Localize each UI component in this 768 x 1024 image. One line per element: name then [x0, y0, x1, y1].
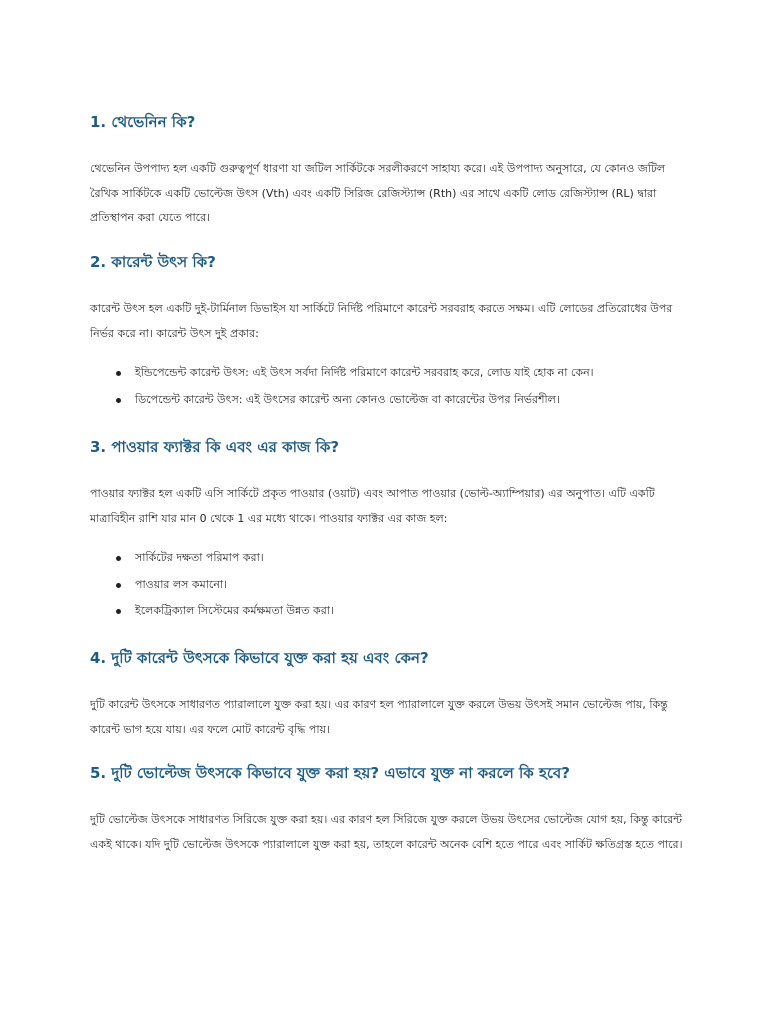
bullet-icon [116, 609, 121, 614]
section-2 [90, 252, 680, 413]
paragraph-line: দুটি কারেন্ট উৎসকে সাধারণত প্যারালালে যুক্ত করা হয়। এর কারণ হল প্যারালালে যুক্ত করলে উভয় উৎসই সমান ভোল্টেজ পায়, কিন্তু [90, 698, 668, 711]
list-item: ইলেকট্রিক্যাল সিস্টেমের কর্মক্ষমতা উন্নত করা। [90, 598, 680, 625]
section-paragraph [90, 482, 680, 531]
paragraph-line: প্রতিস্থাপন করা যেতে পারে। [90, 211, 211, 224]
section-3 [90, 437, 680, 625]
paragraph-line: একই থাকে। যদি দুটি ভোল্টেজ উৎসকে প্যারালালে যুক্ত করা হয়, তাহলে কারেন্ট অনেক বেশি হতে পারে এবং সার্কিট ক্ষতিগ্রস্ত হতে পারে। [90, 837, 683, 851]
paragraph-line: থেভেনিন উপপাদ্য হল একটি গুরুত্বপূর্ণ ধারণা যা জটিল সার্কিটকে সরলীকরণে সাহায্য করে। এই উপপাদ্য অনুসারে, যে কোনও জটিল [90, 162, 666, 175]
paragraph-line: পাওয়ার ফ্যাক্টর হল একটি এসি সার্কিটে প্রকৃত পাওয়ার (ওয়াট) এবং আপাত পাওয়ার (ভোল্ট-অ্যাম্পিয়ার) এর অনুপাত। এটি একটি [90, 487, 655, 500]
list-item: ডিপেন্ডেন্ট কারেন্ট উৎস: এই উৎসের কারেন্ট অন্য কোনও ভোল্টেজ বা কারেন্টের উপর নির্ভরশীল। [90, 387, 680, 414]
section-heading: 2. কারেন্ট উৎস কি? [90, 253, 216, 271]
paragraph-line: নির্ভর করে না। কারেন্ট উৎস দুই প্রকার: [90, 326, 259, 340]
section-paragraph [90, 808, 683, 857]
paragraph-line: মাত্রাবিহীন রাশি যার মান 0 থেকে 1 এর মধ্যে থাকে। পাওয়ার ফ্যাক্টর এর কাজ হল: [90, 511, 448, 525]
paragraph-line: রৈখিক সার্কিটকে একটি ভোল্টেজ উৎস (Vth) এবং একটি সিরিজ রেজিস্ট্যান্স (Rth) এর সাথে একটি লোড রেজিস্ট্যান্স (RL) দ্বারা [90, 186, 657, 200]
section-heading: 1. থেভেনিন কি? [90, 113, 196, 131]
section-paragraph [90, 693, 680, 742]
paragraph-line: কারেন্ট উৎস হল একটি দুই-টার্মিনাল ডিভাইস যা সার্কিটে নির্দিষ্ট পরিমাণে কারেন্ট সরবরাহ করতে সক্ষম। এটি লোডের প্রতিরোধের উপর [90, 302, 673, 315]
list-item: পাওয়ার লস কমানো। [90, 572, 680, 599]
section-1 [90, 112, 680, 231]
bullet-list [90, 545, 680, 625]
section-heading: 5. দুটি ভোল্টেজ উৎসকে কিভাবে যুক্ত করা হয়? এভাবে যুক্ত না করলে কি হবে? [90, 764, 570, 782]
paragraph-line: দুটি ভোল্টেজ উৎসকে সাধারণত সিরিজে যুক্ত করা হয়। এর কারণ হল সিরিজে যুক্ত করলে উভয় উৎসের ভোল্টেজ যোগ হয়, কিন্তু কারেন্ট [90, 813, 683, 826]
list-item: ইন্ডিপেন্ডেন্ট কারেন্ট উৎস: এই উৎস সর্বদা নির্দিষ্ট পরিমাণে কারেন্ট সরবরাহ করে, লোড যাই হোক না কেন। [90, 360, 680, 387]
bullet-list [90, 360, 680, 413]
section-heading: 3. পাওয়ার ফ্যাক্টর কি এবং এর কাজ কি? [90, 438, 340, 456]
paragraph-line: কারেন্ট ভাগ হয়ে যায়। এর ফলে মোট কারেন্ট বৃদ্ধি পায়। [90, 722, 330, 736]
section-4 [90, 648, 680, 742]
bullet-icon [116, 398, 121, 403]
section-paragraph [90, 297, 680, 346]
bullet-icon [116, 583, 121, 588]
section-heading: 4. দুটি কারেন্ট উৎসকে কিভাবে যুক্ত করা হয় এবং কেন? [90, 649, 429, 667]
bullet-icon [116, 371, 121, 376]
bullet-icon [116, 556, 121, 561]
section-5 [90, 763, 683, 857]
list-item: সার্কিটের দক্ষতা পরিমাপ করা। [90, 545, 680, 572]
section-paragraph [90, 157, 680, 231]
